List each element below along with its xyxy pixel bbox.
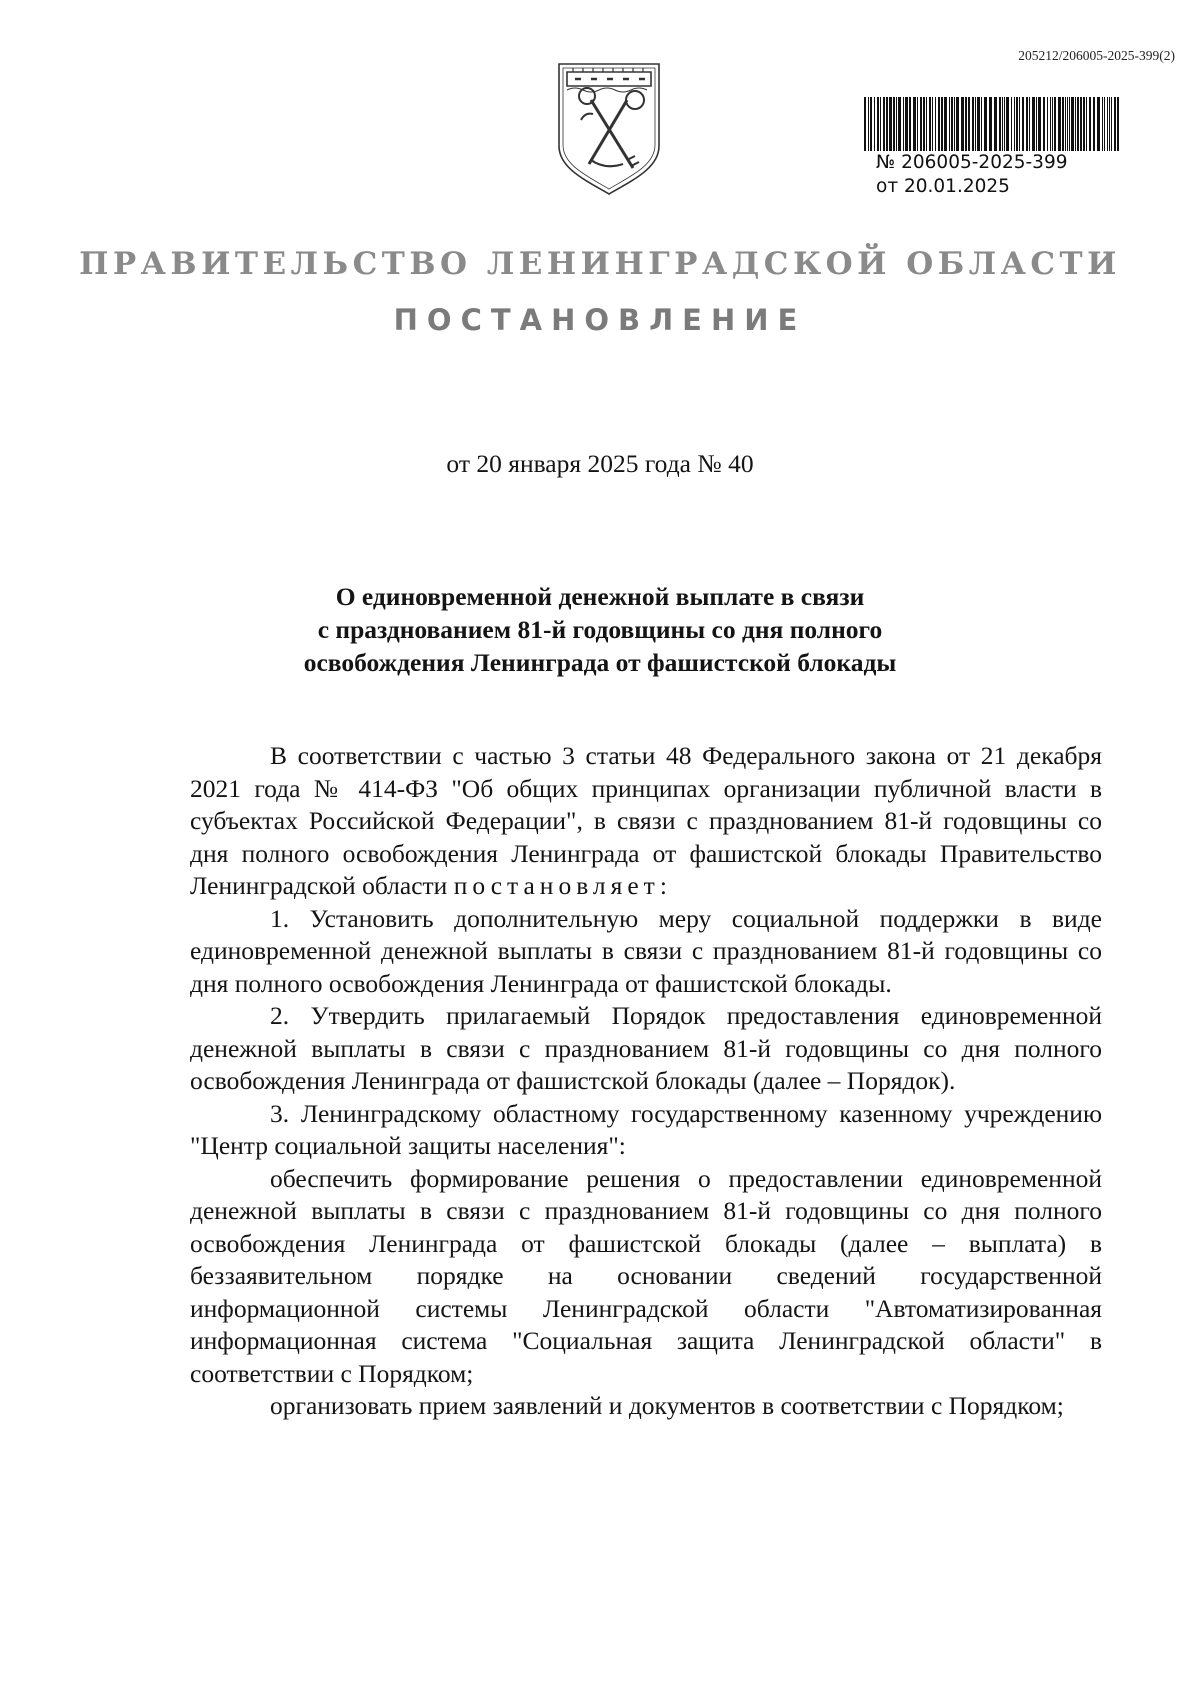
clause-3-item-b: организовать прием заявлений и документов в соответствии с Порядком; [270, 1391, 1064, 1420]
decree-body [190, 740, 1102, 1423]
document-reference-code: 205212/206005-2025-399(2) [1018, 48, 1175, 63]
decree-word: постановляет: [453, 871, 672, 900]
clause-3: 3. Ленинградскому областному государственному казенному учреждению "Центр социальной защиты населения": [190, 1098, 1102, 1160]
decree-date-number: от 20 января 2025 года № 40 [446, 449, 754, 478]
government-title: ПРАВИТЕЛЬСТВО ЛЕНИНГРАДСКОЙ ОБЛАСТИ [79, 246, 1121, 282]
clause-1: 1. Установить дополнительную меру социальной поддержки в виде единовременной денежной выплаты в связи с празднованием 81-й годовщины со дня полного освобождения Ленинграда от фашистской блокады. [190, 903, 1102, 998]
clause-3-item-a: обеспечить формирование решения о предоставлении единовременной денежной выплаты в связи с празднованием 81-й годовщины со дня полного освобождения Ленинграда от фашистской блокады (далее – выплата) в беззаявительном порядке на основании сведений государственной информационной системы Ленинградской области "Автоматизированная информационная система "Социальная защита Ленинградской области" в соответствии с Порядком; [190, 1163, 1102, 1388]
document-type: ПОСТАНОВЛЕНИЕ [393, 303, 807, 337]
preamble-paragraph [190, 740, 1102, 903]
registration-block [862, 97, 1122, 199]
heading-line: с празднованием 81-й годовщины со дня полного [317, 615, 883, 644]
registration-number: № 206005-2025-399 [876, 152, 1068, 173]
decree-heading [0, 580, 1200, 679]
barcode-icon [862, 97, 1122, 151]
heading-line: О единовременной денежной выплате в связи [335, 582, 865, 611]
clause-2: 2. Утвердить прилагаемый Порядок предоставления единовременной денежной выплаты в связи с празднованием 81-й годовщины со дня полного освобождения Ленинграда от фашистской блокады (далее – Порядок). [190, 1001, 1102, 1095]
registration-date: от 20.01.2025 [876, 176, 1010, 197]
heading-line: освобождения Ленинграда от фашистской блокады [303, 648, 897, 677]
preamble-text: В соответствии с частью 3 статьи 48 Федерального закона от 21 декабря 2021 года № 414-ФЗ "Об общих принципах организации публичной власти в субъектах Российской Федерации", в связи с празднованием 81-й годовщины со дня полного освобождения Ленинграда от фашистской блокады Правительство Ленинградской области [190, 741, 1102, 900]
coat-of-arms-icon [553, 60, 665, 198]
